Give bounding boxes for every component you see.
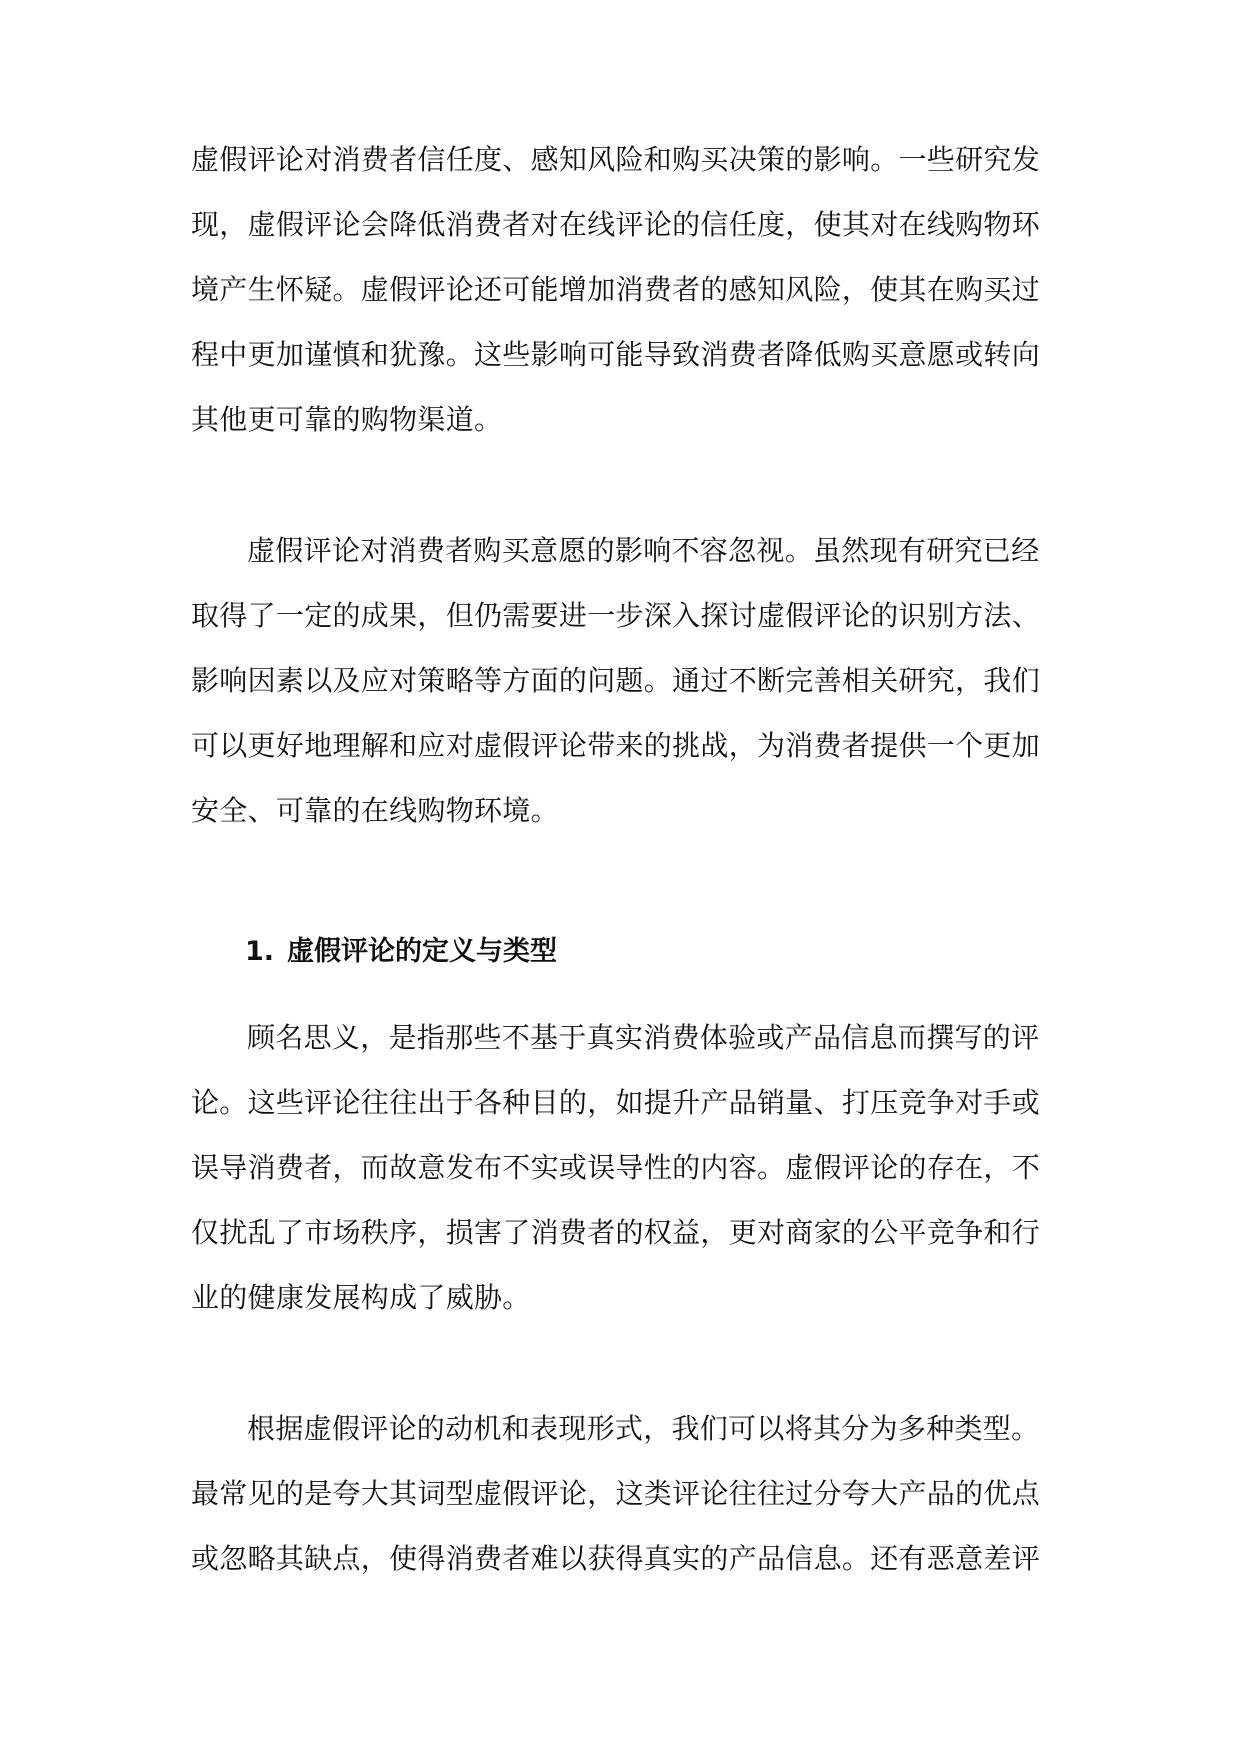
paragraph-4: [191, 1396, 1053, 1591]
paragraph-4-line-3: 或忽略其缺点，使得消费者难以获得真实的产品信息。还有恶意差评: [191, 1542, 1041, 1575]
paragraph-3-line-2: 论。这些评论往往出于各种目的，如提升产品销量、打压竞争对手或: [191, 1086, 1041, 1119]
section-heading-number: 1.: [245, 936, 275, 967]
paragraph-2-line-1: 虚假评论对消费者购买意愿的影响不容忽视。虽然现有研究已经: [247, 534, 1040, 567]
paragraph-1-line-5: 其他更可靠的购物渠道。: [191, 403, 503, 436]
paragraph-3-line-5: 业的健康发展构成了威胁。: [191, 1281, 531, 1314]
paragraph-2: [191, 518, 1053, 843]
paragraph-3-line-3: 误导消费者，而故意发布不实或误导性的内容。虚假评论的存在，不: [191, 1151, 1041, 1184]
paragraph-1-line-3: 境产生怀疑。虚假评论还可能增加消费者的感知风险，使其在购买过: [191, 273, 1041, 306]
paragraph-1-line-4: 程中更加谨慎和犹豫。这些影响可能导致消费者降低购买意愿或转向: [191, 338, 1041, 371]
paragraph-3-line-4: 仅扰乱了市场秩序，损害了消费者的权益，更对商家的公平竞争和行: [191, 1216, 1041, 1249]
paragraph-4-line-2: 最常见的是夸大其词型虚假评论，这类评论往往过分夸大产品的优点: [191, 1477, 1041, 1510]
paragraph-3: [191, 1005, 1053, 1330]
paragraph-2-line-4: 可以更好地理解和应对虚假评论带来的挑战，为消费者提供一个更加: [191, 729, 1041, 762]
paragraph-2-line-5: 安全、可靠的在线购物环境。: [191, 794, 559, 827]
paragraph-1: [191, 127, 1053, 452]
paragraph-1-line-2: 现，虚假评论会降低消费者对在线评论的信任度，使其对在线购物环: [191, 208, 1041, 241]
section-heading: [245, 932, 557, 972]
paragraph-2-line-2: 取得了一定的成果，但仍需要进一步深入探讨虚假评论的识别方法、: [191, 599, 1041, 632]
paragraph-1-line-1: 虚假评论对消费者信任度、感知风险和购买决策的影响。一些研究发: [191, 143, 1041, 176]
paragraph-3-line-1: 顾名思义，是指那些不基于真实消费体验或产品信息而撰写的评: [247, 1021, 1040, 1054]
section-heading-title: 虚假评论的定义与类型: [287, 936, 557, 967]
paragraph-2-line-3: 影响因素以及应对策略等方面的问题。通过不断完善相关研究，我们: [191, 664, 1041, 697]
paragraph-4-line-1: 根据虚假评论的动机和表现形式，我们可以将其分为多种类型。: [247, 1412, 1040, 1445]
